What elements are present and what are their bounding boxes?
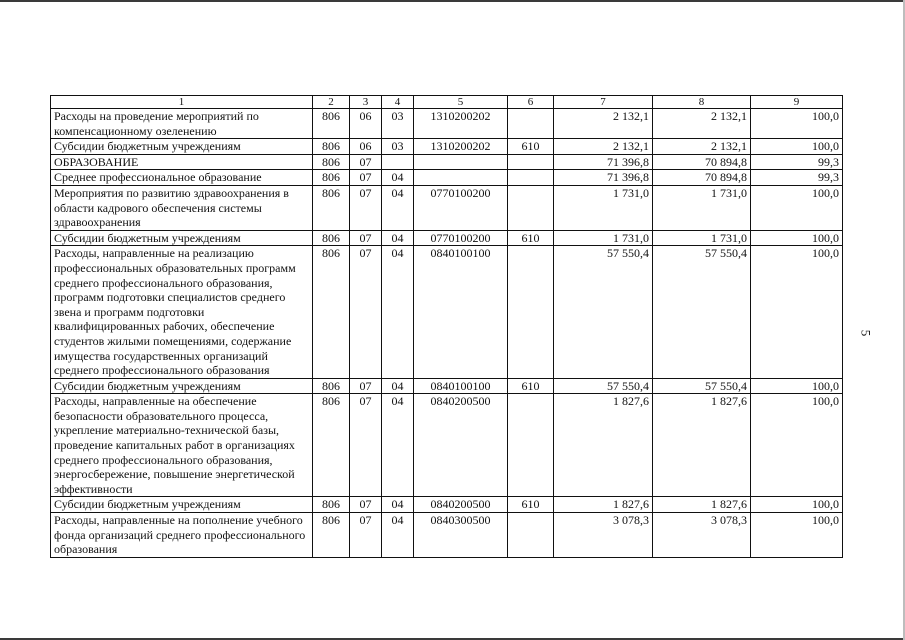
cell-expense-type bbox=[508, 170, 554, 186]
cell-expense-type bbox=[508, 185, 554, 230]
cell-approved-amount: 71 396,8 bbox=[554, 154, 653, 170]
cell-target-article: 0840200500 bbox=[414, 497, 508, 513]
cell-execution-percent: 100,0 bbox=[751, 378, 843, 394]
cell-description: Субсидии бюджетным учреждениям bbox=[51, 230, 313, 246]
cell-expense-type: 610 bbox=[508, 497, 554, 513]
cell-description: Расходы, направленные на пополнение учебного фонда организаций среднего профессионального образования bbox=[51, 513, 313, 558]
cell-execution-percent: 100,0 bbox=[751, 394, 843, 497]
cell-approved-amount: 57 550,4 bbox=[554, 378, 653, 394]
table-row bbox=[51, 246, 843, 378]
cell-executed-amount: 1 827,6 bbox=[653, 497, 751, 513]
cell-ministry-code: 806 bbox=[313, 154, 350, 170]
cell-target-article: 0770100200 bbox=[414, 230, 508, 246]
table-row bbox=[51, 139, 843, 155]
cell-execution-percent: 99,3 bbox=[751, 154, 843, 170]
table-header-row bbox=[51, 96, 843, 109]
cell-section-code: 07 bbox=[350, 154, 382, 170]
header-col-9: 9 bbox=[751, 96, 843, 109]
cell-subsection-code: 04 bbox=[382, 170, 414, 186]
cell-expense-type: 610 bbox=[508, 139, 554, 155]
cell-execution-percent: 100,0 bbox=[751, 139, 843, 155]
cell-subsection-code: 04 bbox=[382, 394, 414, 497]
cell-expense-type bbox=[508, 246, 554, 378]
cell-description: Среднее профессиональное образование bbox=[51, 170, 313, 186]
cell-execution-percent: 100,0 bbox=[751, 109, 843, 139]
header-col-3: 3 bbox=[350, 96, 382, 109]
table-row bbox=[51, 170, 843, 186]
table-row bbox=[51, 394, 843, 497]
cell-ministry-code: 806 bbox=[313, 230, 350, 246]
table-row bbox=[51, 513, 843, 558]
cell-section-code: 06 bbox=[350, 109, 382, 139]
cell-section-code: 07 bbox=[350, 378, 382, 394]
cell-description: ОБРАЗОВАНИЕ bbox=[51, 154, 313, 170]
cell-description: Субсидии бюджетным учреждениям bbox=[51, 497, 313, 513]
cell-subsection-code: 04 bbox=[382, 230, 414, 246]
cell-subsection-code: 04 bbox=[382, 185, 414, 230]
table-row bbox=[51, 154, 843, 170]
cell-execution-percent: 99,3 bbox=[751, 170, 843, 186]
cell-description: Расходы, направленные на обеспечение безопасности образовательного процесса, укрепление материально-технической базы, проведение капитальных работ в организациях среднего профессионального образования, энергосбережение, повышение энергетической эффективности bbox=[51, 394, 313, 497]
cell-target-article: 0840300500 bbox=[414, 513, 508, 558]
table-row bbox=[51, 378, 843, 394]
cell-executed-amount: 1 731,0 bbox=[653, 230, 751, 246]
table-row bbox=[51, 230, 843, 246]
cell-ministry-code: 806 bbox=[313, 109, 350, 139]
cell-subsection-code: 03 bbox=[382, 139, 414, 155]
cell-subsection-code: 04 bbox=[382, 378, 414, 394]
cell-executed-amount: 57 550,4 bbox=[653, 378, 751, 394]
cell-executed-amount: 70 894,8 bbox=[653, 154, 751, 170]
budget-table bbox=[50, 95, 843, 558]
cell-target-article: 0840200500 bbox=[414, 394, 508, 497]
cell-section-code: 07 bbox=[350, 513, 382, 558]
cell-ministry-code: 806 bbox=[313, 170, 350, 186]
cell-section-code: 07 bbox=[350, 497, 382, 513]
cell-description: Расходы, направленные на реализацию профессиональных образовательных программ среднего профессионального образования, программ подготовки специалистов среднего звена и программ подготовки квалифицированных рабочих, обеспечение студентов жилыми помещениями, содержание имущества государственных организаций среднего профессионального образования bbox=[51, 246, 313, 378]
cell-subsection-code: 04 bbox=[382, 497, 414, 513]
cell-ministry-code: 806 bbox=[313, 378, 350, 394]
cell-target-article: 1310200202 bbox=[414, 109, 508, 139]
cell-approved-amount: 1 731,0 bbox=[554, 230, 653, 246]
table-row bbox=[51, 497, 843, 513]
cell-expense-type bbox=[508, 394, 554, 497]
cell-subsection-code bbox=[382, 154, 414, 170]
cell-executed-amount: 3 078,3 bbox=[653, 513, 751, 558]
cell-target-article: 0840100100 bbox=[414, 378, 508, 394]
cell-description: Расходы на проведение мероприятий по компенсационному озеленению bbox=[51, 109, 313, 139]
cell-target-article bbox=[414, 154, 508, 170]
cell-approved-amount: 57 550,4 bbox=[554, 246, 653, 378]
scan-top-edge bbox=[0, 0, 905, 2]
cell-approved-amount: 2 132,1 bbox=[554, 139, 653, 155]
cell-approved-amount: 3 078,3 bbox=[554, 513, 653, 558]
cell-execution-percent: 100,0 bbox=[751, 497, 843, 513]
header-col-1: 1 bbox=[51, 96, 313, 109]
cell-executed-amount: 2 132,1 bbox=[653, 139, 751, 155]
table-row bbox=[51, 109, 843, 139]
cell-section-code: 07 bbox=[350, 170, 382, 186]
cell-section-code: 06 bbox=[350, 139, 382, 155]
cell-ministry-code: 806 bbox=[313, 185, 350, 230]
cell-executed-amount: 2 132,1 bbox=[653, 109, 751, 139]
cell-description: Субсидии бюджетным учреждениям bbox=[51, 378, 313, 394]
cell-description: Субсидии бюджетным учреждениям bbox=[51, 139, 313, 155]
cell-executed-amount: 57 550,4 bbox=[653, 246, 751, 378]
cell-execution-percent: 100,0 bbox=[751, 185, 843, 230]
cell-target-article bbox=[414, 170, 508, 186]
header-col-4: 4 bbox=[382, 96, 414, 109]
header-col-7: 7 bbox=[554, 96, 653, 109]
table-row bbox=[51, 185, 843, 230]
cell-section-code: 07 bbox=[350, 246, 382, 378]
cell-expense-type: 610 bbox=[508, 378, 554, 394]
cell-ministry-code: 806 bbox=[313, 246, 350, 378]
cell-target-article: 0770100200 bbox=[414, 185, 508, 230]
cell-executed-amount: 70 894,8 bbox=[653, 170, 751, 186]
cell-approved-amount: 1 827,6 bbox=[554, 497, 653, 513]
cell-target-article: 1310200202 bbox=[414, 139, 508, 155]
cell-ministry-code: 806 bbox=[313, 513, 350, 558]
cell-section-code: 07 bbox=[350, 394, 382, 497]
cell-subsection-code: 04 bbox=[382, 246, 414, 378]
table-body bbox=[51, 109, 843, 558]
header-col-6: 6 bbox=[508, 96, 554, 109]
cell-approved-amount: 71 396,8 bbox=[554, 170, 653, 186]
cell-section-code: 07 bbox=[350, 230, 382, 246]
cell-approved-amount: 1 731,0 bbox=[554, 185, 653, 230]
cell-ministry-code: 806 bbox=[313, 394, 350, 497]
cell-ministry-code: 806 bbox=[313, 139, 350, 155]
cell-approved-amount: 1 827,6 bbox=[554, 394, 653, 497]
cell-ministry-code: 806 bbox=[313, 497, 350, 513]
cell-subsection-code: 03 bbox=[382, 109, 414, 139]
cell-expense-type: 610 bbox=[508, 230, 554, 246]
cell-target-article: 0840100100 bbox=[414, 246, 508, 378]
header-col-2: 2 bbox=[313, 96, 350, 109]
page-number: 5 bbox=[858, 329, 874, 337]
cell-execution-percent: 100,0 bbox=[751, 246, 843, 378]
cell-section-code: 07 bbox=[350, 185, 382, 230]
cell-execution-percent: 100,0 bbox=[751, 513, 843, 558]
cell-description: Мероприятия по развитию здравоохранения в области кадрового обеспечения системы здравоохранения bbox=[51, 185, 313, 230]
cell-subsection-code: 04 bbox=[382, 513, 414, 558]
cell-executed-amount: 1 827,6 bbox=[653, 394, 751, 497]
cell-expense-type bbox=[508, 513, 554, 558]
cell-expense-type bbox=[508, 154, 554, 170]
cell-expense-type bbox=[508, 109, 554, 139]
cell-execution-percent: 100,0 bbox=[751, 230, 843, 246]
header-col-5: 5 bbox=[414, 96, 508, 109]
cell-approved-amount: 2 132,1 bbox=[554, 109, 653, 139]
cell-executed-amount: 1 731,0 bbox=[653, 185, 751, 230]
header-col-8: 8 bbox=[653, 96, 751, 109]
